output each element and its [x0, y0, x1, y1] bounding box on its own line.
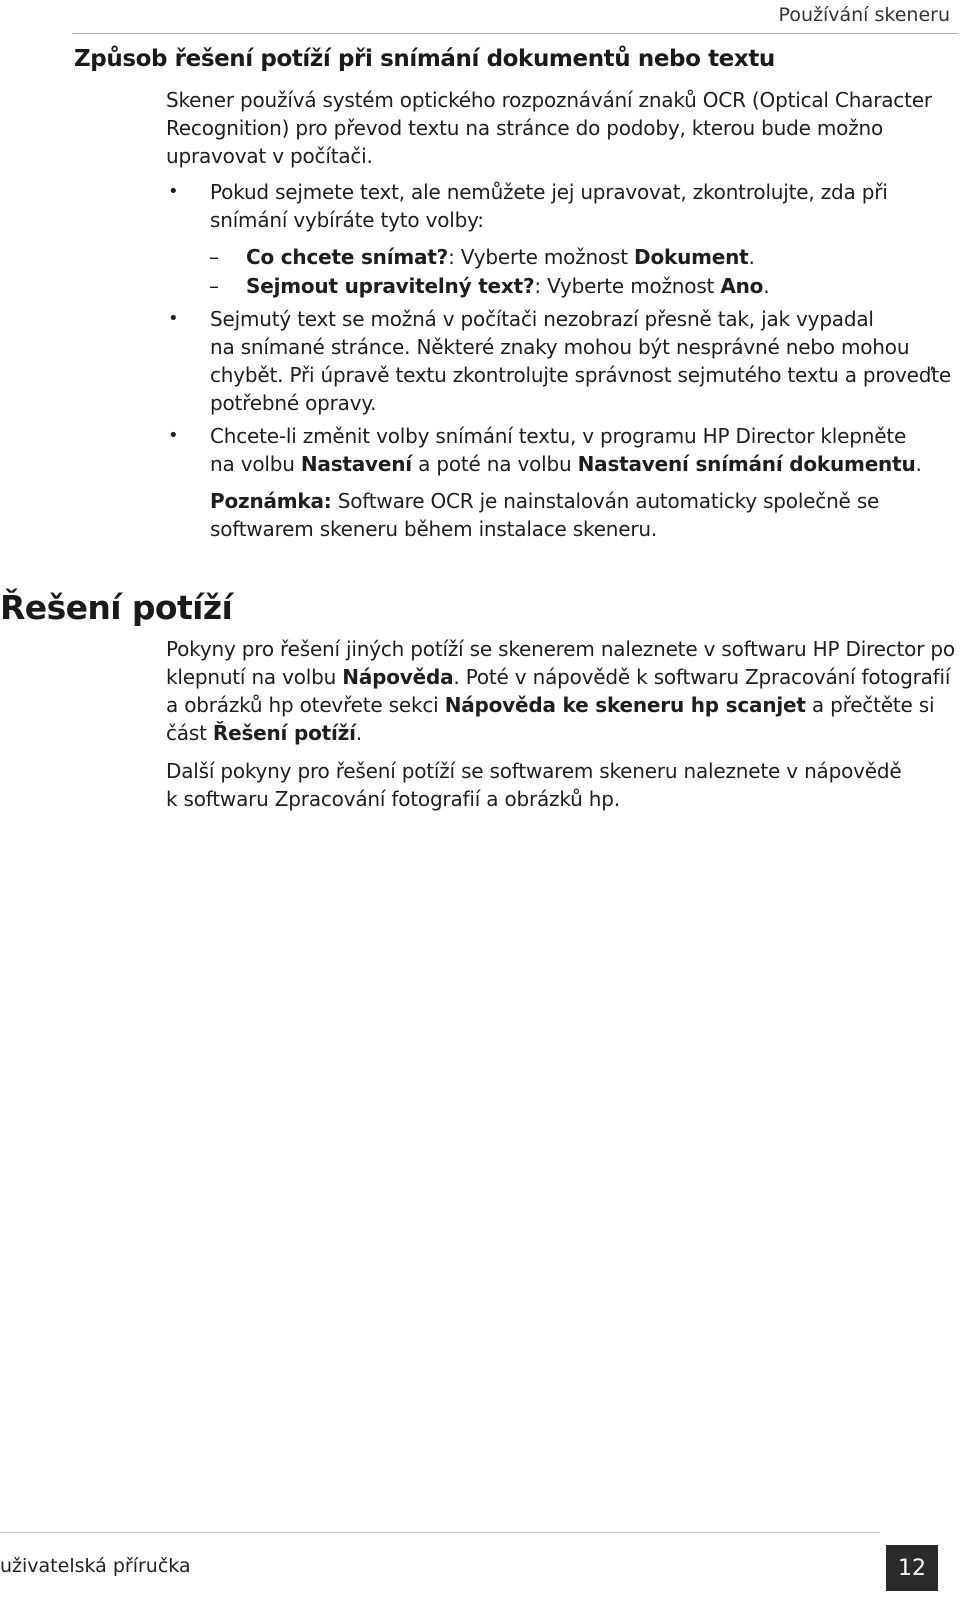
page-number: 12: [886, 1545, 938, 1591]
bullet-line: snímání vybíráte tyto volby:: [210, 208, 484, 232]
running-head: Používání skeneru: [778, 4, 950, 26]
bullet-line: chybět. Při úpravě textu zkontrolujte správnost sejmutého textu a proveďte: [210, 363, 952, 387]
bullet-icon: •: [168, 425, 179, 446]
intro-line: upravovat v počítači.: [166, 144, 373, 168]
menu-ref-settings: Nastavení: [300, 452, 412, 476]
note-label: Poznámka:: [210, 489, 332, 513]
sub-item-editable-text: [246, 272, 769, 300]
text-run: a přečtěte si: [805, 693, 935, 717]
option-value: Dokument: [634, 245, 749, 269]
option-label: Co chcete snímat?: [246, 245, 449, 269]
intro-line: Recognition) pro převod textu na stránce do podoby, kterou bude možno: [166, 116, 884, 140]
troubleshooting-paragraph-2: [166, 757, 901, 813]
intro-paragraph: [166, 86, 932, 170]
text-run: .: [355, 721, 362, 745]
footer-rule: [0, 1532, 880, 1533]
dash-icon: –: [209, 274, 219, 298]
bullet-line: na snímané stránce. Některé znaky mohou být nesprávné nebo mohou: [210, 335, 910, 359]
option-text: : Vyberte možnost: [534, 274, 721, 298]
bullet-item-2: [210, 305, 951, 417]
troubleshooting-paragraph-1: [166, 635, 955, 747]
option-label: Sejmout upravitelný text?: [246, 274, 535, 298]
paragraph-line: Pokyny pro řešení jiných potíží se skenerem naleznete v softwaru HP Director po: [166, 637, 955, 661]
text-run: .: [915, 452, 922, 476]
text-run: a poté na volbu: [411, 452, 578, 476]
text-run: . Poté v nápovědě k softwaru Zpracování fotografií: [453, 665, 951, 689]
text-run: a obrázků hp otevřete sekci: [166, 693, 445, 717]
bullet-item-1: [210, 178, 888, 234]
note-text: softwarem skeneru během instalace skeneru.: [210, 517, 658, 541]
bullet-line: Chcete-li změnit volby snímání textu, v programu HP Director klepněte: [210, 424, 907, 448]
paragraph-line: k softwaru Zpracování fotografií a obrázků hp.: [166, 787, 620, 811]
option-value: Ano: [720, 274, 764, 298]
text-run: na volbu: [210, 452, 301, 476]
header-rule: [72, 33, 958, 34]
troubleshooting-ref: Řešení potíží: [212, 721, 356, 745]
text-run: klepnutí na volbu: [166, 665, 343, 689]
bullet-icon: •: [168, 181, 179, 202]
dash-icon: –: [209, 245, 219, 269]
menu-ref-doc-scan-settings: Nastavení snímání dokumentu: [577, 452, 916, 476]
bullet-item-3: [210, 422, 922, 478]
bullet-line: potřebné opravy.: [210, 391, 377, 415]
bullet-line: Pokud sejmete text, ale nemůžete jej upravovat, zkontrolujte, zda při: [210, 180, 888, 204]
section-title-troubleshooting: Řešení potíží: [0, 588, 233, 627]
intro-line: Skener používá systém optického rozpoznávání znaků OCR (Optical Character: [166, 88, 932, 112]
note: [210, 487, 879, 543]
note-text: Software OCR je nainstalován automaticky společně se: [331, 489, 880, 513]
help-menu-ref: Nápověda: [342, 665, 454, 689]
option-end: .: [748, 245, 755, 269]
bullet-line: Sejmutý text se možná v počítači nezobrazí přesně tak, jak vypadal: [210, 307, 874, 331]
option-text: : Vyberte možnost: [448, 245, 635, 269]
manual-name: uživatelská příručka: [0, 1555, 191, 1577]
section-title-ocr: Způsob řešení potíží při snímání dokumentů nebo textu: [74, 46, 775, 72]
paragraph-line: Další pokyny pro řešení potíží se softwarem skeneru naleznete v nápovědě: [166, 759, 902, 783]
help-section-ref: Nápověda ke skeneru hp scanjet: [444, 693, 806, 717]
bullet-icon: •: [168, 308, 179, 329]
option-end: .: [763, 274, 770, 298]
sub-item-scan-type: [246, 243, 755, 271]
text-run: část: [166, 721, 213, 745]
